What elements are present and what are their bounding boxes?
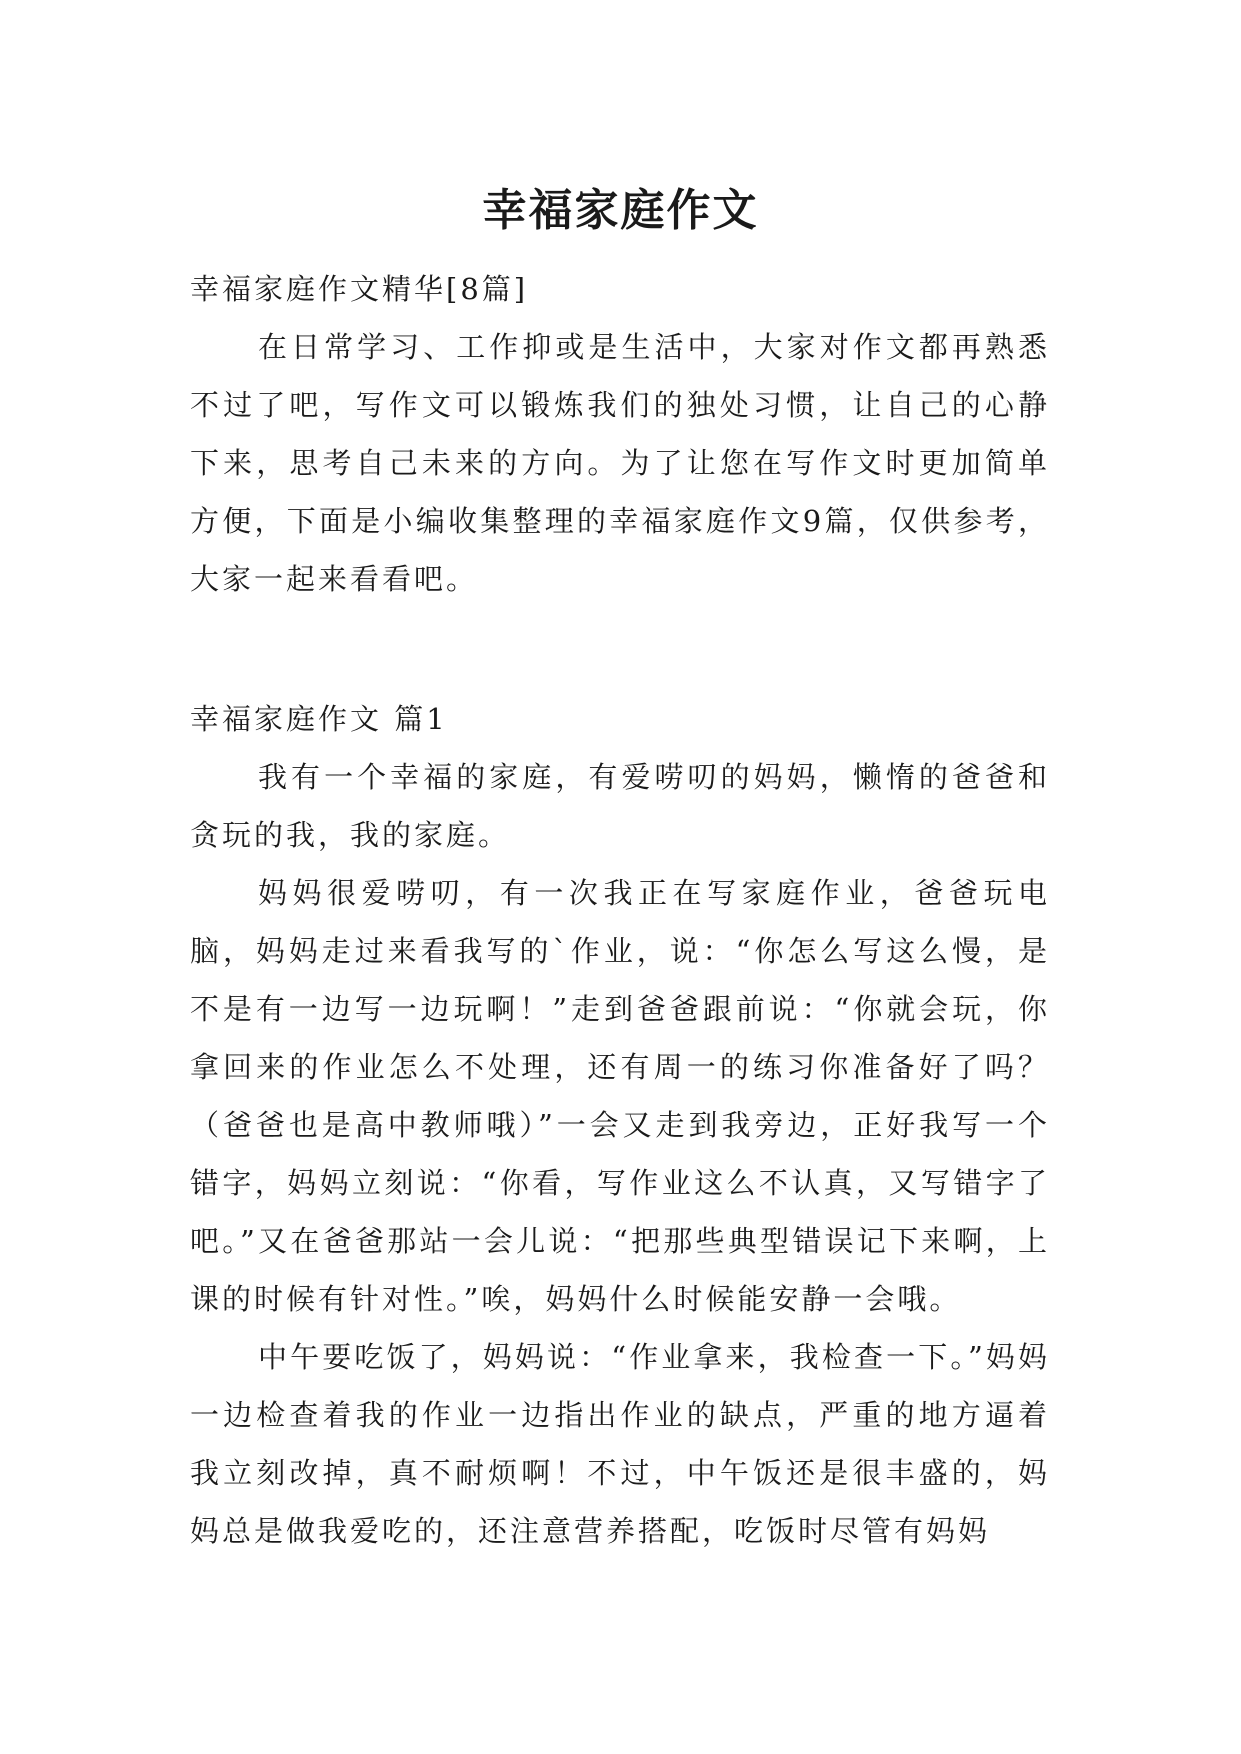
page-title: 幸福家庭作文 [482, 185, 759, 237]
essay-section-1 [190, 690, 1050, 1560]
essay-heading: 幸福家庭作文 篇1 [190, 702, 448, 736]
essay-paragraph: 我有一个幸福的家庭，有爱唠叨的妈妈，懒惰的爸爸和贪玩的我，我的家庭。 [190, 760, 1050, 852]
intro-section [190, 260, 1050, 608]
essay-paragraph: 中午要吃饭了，妈妈说：“作业拿来，我检查一下。”妈妈一边检查着我的作业一边指出作业的缺点，严重的地方逼着我立刻改掉，真不耐烦啊！不过，中午饭还是很丰盛的，妈妈总是做我爱吃的，还注意营养搭配，吃饭时尽管有妈妈 [190, 1340, 1050, 1548]
intro-paragraph: 在日常学习、工作抑或是生活中，大家对作文都再熟悉不过了吧，写作文可以锻炼我们的独处习惯，让自己的心静下来，思考自己未来的方向。为了让您在写作文时更加简单方便，下面是小编收集整理的幸福家庭作文9篇，仅供参考，大家一起来看看吧。 [190, 330, 1050, 596]
intro-heading: 幸福家庭作文精华[8篇] [190, 272, 529, 306]
essay-paragraph: 妈妈很爱唠叨，有一次我正在写家庭作业，爸爸玩电脑，妈妈走过来看我写的`作业，说：“你怎么写这么慢，是不是有一边写一边玩啊！”走到爸爸跟前说：“你就会玩，你拿回来的作业怎么不处理，还有周一的练习你准备好了吗？（爸爸也是高中教师哦）”一会又走到我旁边，正好我写一个错字，妈妈立刻说：“你看，写作业这么不认真，又写错字了吧。”又在爸爸那站一会儿说：“把那些典型错误记下来啊，上课的时候有针对性。”唉，妈妈什么时候能安静一会哦。 [190, 876, 1050, 1316]
